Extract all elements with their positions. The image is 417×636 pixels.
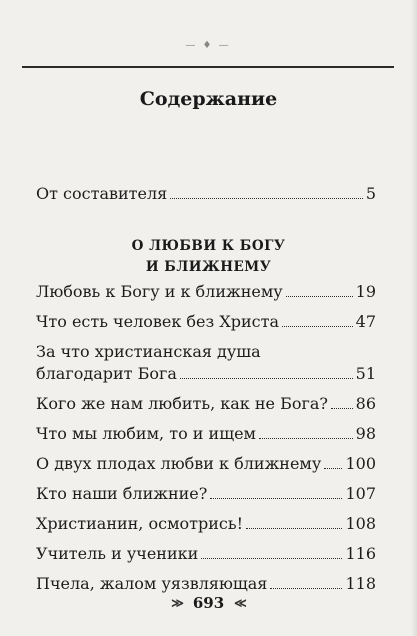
leader-dots xyxy=(282,326,353,327)
toc-entry-label: благодарит Бога xyxy=(36,364,177,383)
header-ornament: — ♦ — xyxy=(185,40,231,51)
leader-dots xyxy=(170,198,363,199)
footer-ornament-left-icon: ≫ xyxy=(171,596,183,610)
toc-entry[interactable] xyxy=(36,311,376,333)
toc-entry[interactable] xyxy=(36,453,376,475)
toc-entry-label: О двух плодах любви к ближнему xyxy=(36,454,322,473)
toc-entry-page: 118 xyxy=(345,574,376,593)
toc-entry-label: Что есть человек без Христа xyxy=(36,312,279,331)
toc-entry-label: Христианин, осмотрись! xyxy=(36,514,244,533)
leader-dots xyxy=(246,528,342,529)
toc-entry-page: 98 xyxy=(355,424,376,443)
leader-dots xyxy=(270,588,342,589)
toc-entry-page: 116 xyxy=(345,544,376,563)
toc-entry-page: 86 xyxy=(355,394,376,413)
toc-entry-label: От составителя xyxy=(36,184,168,203)
toc-entry-page: 47 xyxy=(355,312,376,331)
toc-entry-page: 19 xyxy=(355,282,376,301)
leader-dots xyxy=(331,408,353,409)
toc-entry-page: 51 xyxy=(355,364,376,383)
leader-dots xyxy=(259,438,353,439)
leader-dots xyxy=(201,558,342,559)
toc-entry[interactable] xyxy=(36,483,376,505)
toc-entry[interactable] xyxy=(36,543,376,565)
toc-top xyxy=(36,183,376,205)
toc-entry-label: Кто наши ближние? xyxy=(36,484,208,503)
toc-entry-label: За что христианская душа xyxy=(36,342,261,361)
toc-entry[interactable] xyxy=(36,183,376,205)
page-title: Содержание xyxy=(139,88,278,110)
toc-entry-page: 108 xyxy=(345,514,376,533)
toc-entry[interactable] xyxy=(36,423,376,445)
toc-entry-label: Пчела, жалом уязвляющая xyxy=(36,574,268,593)
leader-dots xyxy=(324,468,342,469)
page-footer xyxy=(0,594,417,612)
toc-list xyxy=(36,281,376,595)
page-number: 693 xyxy=(192,594,225,612)
toc-entry[interactable] xyxy=(36,573,376,595)
leader-dots xyxy=(210,498,342,499)
toc-entry-line2 xyxy=(36,363,376,385)
page-edge-shadow xyxy=(411,0,417,636)
section-heading-line1: О ЛЮБВИ К БОГУ xyxy=(131,238,286,254)
header-rule xyxy=(22,66,394,68)
toc-entry-page: 5 xyxy=(365,184,376,203)
section-heading xyxy=(0,236,417,278)
toc-entry-label: Что мы любим, то и ищем xyxy=(36,424,256,443)
toc-entry-label: Кого же нам любить, как не Бога? xyxy=(36,394,328,413)
toc-entry[interactable] xyxy=(36,513,376,535)
footer-ornament-right-icon: ≪ xyxy=(234,596,246,610)
toc-entry-label: Учитель и ученики xyxy=(36,544,199,563)
toc-entry-page: 107 xyxy=(345,484,376,503)
section-heading-line2: И БЛИЖНЕМУ xyxy=(145,259,272,275)
leader-dots xyxy=(286,296,353,297)
toc-entry-label: Любовь к Богу и к ближнему xyxy=(36,282,283,301)
toc-entry[interactable] xyxy=(36,341,376,385)
toc-entry[interactable] xyxy=(36,281,376,303)
toc-entry[interactable] xyxy=(36,393,376,415)
toc-entry-page: 100 xyxy=(345,454,376,473)
leader-dots xyxy=(180,378,353,379)
